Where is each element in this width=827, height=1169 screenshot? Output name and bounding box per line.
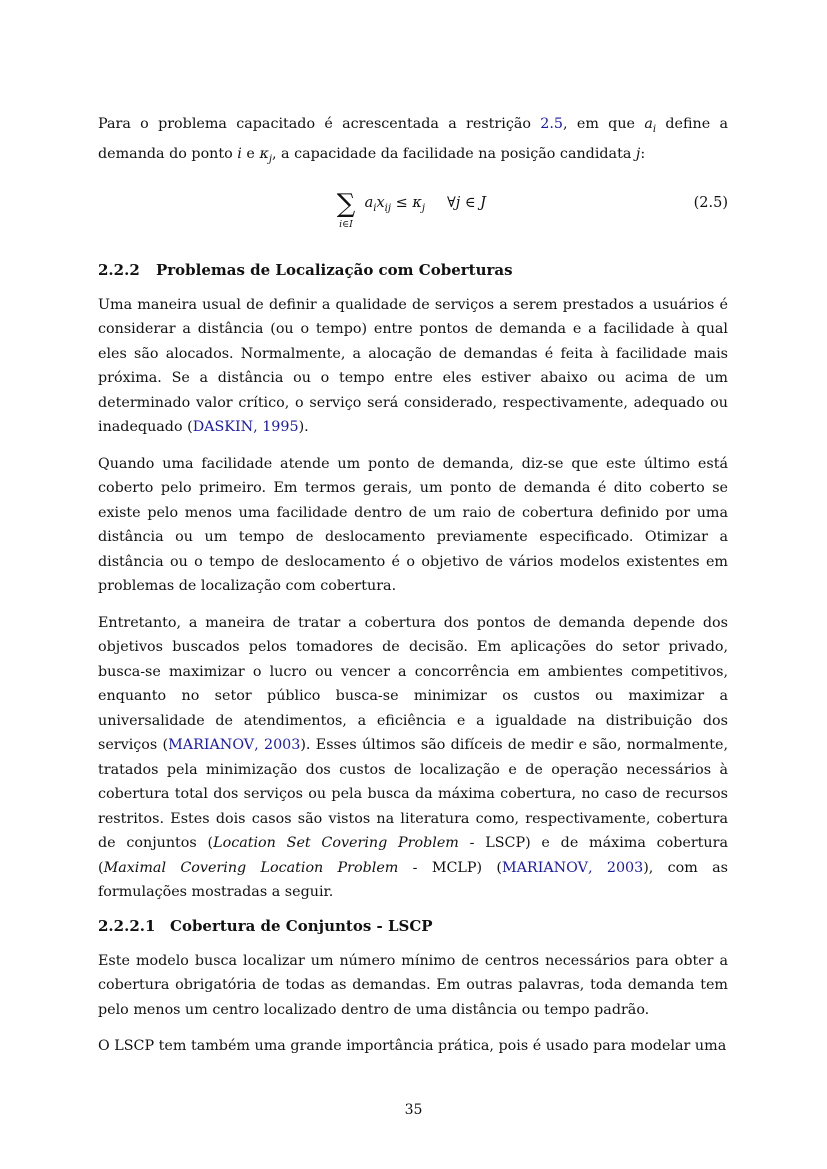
section-number: 2.2.2 [98, 260, 140, 279]
citation-year[interactable]: 2003 [606, 859, 644, 876]
intro-text: e [241, 146, 260, 163]
subsection-number: 2.2.2.1 [98, 916, 156, 935]
equation-number: (2.5) [693, 194, 728, 211]
sum-symbol: ∑ [336, 188, 356, 219]
intro-text: , em que [563, 116, 645, 132]
paragraph-text: ). [298, 419, 309, 436]
paragraph-3: Entretanto, a maneira de tratar a cobertura dos pontos de demanda depende dos objetivos buscados pelos tomadores de decisão. Em aplicações do setor privado, busca-se maximizar o lucro ou vencer a concorrência em ambientes competitivos, enquanto no setor público busca-se minimizar os custos ou maximizar a universalidade de atendimentos, a eficiência e a igualdade na distribuição dos serviços (MARIANOV, 2003). Esses últimos são difíceis de medir e são, normalmente, tratados pela minimização dos custos de localização e de operação necessários à cobertura total dos serviços ou pela busca da máxima cobertura, no caso de recursos restritos. Estes dois casos são vistos na literatura como, respectivamente, cobertura de conjuntos (Location Set Covering Problem - LSCP) e de máxima cobertura (Maximal Covering Location Problem - MCLP) (MARIANOV, 2003), com as formulações mostradas a seguir. [98, 614, 728, 901]
citation-year[interactable]: 1995 [262, 419, 299, 436]
intro-text: , a capacidade da facilidade na posição candidata [271, 146, 636, 163]
eq-kappa-sub: j [421, 202, 425, 214]
equation-body [332, 189, 486, 230]
eq-leq: ≤ [390, 194, 413, 211]
eq-a-sub: i [373, 202, 377, 214]
paragraph-text: - MCLP) ( [398, 859, 502, 876]
paragraph-5: O LSCP tem também uma grande importância prática, pois é usado para modelar uma [98, 1038, 727, 1055]
paragraph-text: Uma maneira usual de definir a qualidade de serviços a serem prestados a usuários é considerar a distância (ou o tempo) entre pontos de demanda e a facilidade à qual eles são alocados. Normalmente, a alocação de demandas é feita à facilidade mais próxima. Se a distância ou o tempo entre eles estiver abaixo ou acima de um determinado valor crítico, o serviço será considerado, respectivamente, adequado ou inadequado ( [98, 296, 728, 436]
paragraph-text: - LSCP) e de máxima cobertura ( [98, 835, 728, 876]
equation-expression [365, 195, 486, 214]
var-i: i [237, 146, 242, 163]
subsection-heading [98, 917, 728, 935]
equation-2-5 [98, 189, 728, 249]
intro-text: Para o problema capacitado é acrescentada a restrição [98, 116, 541, 132]
intro-text: define a demanda do ponto [98, 116, 728, 163]
sum-subscript: i∈I [339, 218, 353, 230]
equation-ref-link[interactable]: 2.5 [540, 116, 564, 132]
var-j: j [635, 146, 641, 163]
eq-kappa: κ [412, 194, 422, 211]
paragraph-2: Quando uma facilidade atende um ponto de demanda, diz-se que este último está coberto pelo primeiro. Em termos gerais, um ponto de demanda é dito coberto se existe pelo menos uma facilidade dentro de um raio de cobertura definido por uma distância ou um tempo de deslocamento previamente especificado. Otimizar a distância ou o tempo de deslocamento é o objetivo de vários modelos existentes em problemas de localização com cobertura. [98, 455, 728, 595]
intro-paragraph [98, 112, 728, 173]
term-lscp: Location Set Covering Problem [213, 835, 459, 852]
paragraph-4: Este modelo busca localizar um número mínimo de centros necessários para obter a cobertura obrigatória de todas as demandas. Em outras palavras, toda demanda tem pelo menos um centro localizado dentro de uma distância ou tempo padrão. [98, 952, 728, 1018]
var-kappa: κ [259, 146, 269, 163]
term-mclp: Maximal Covering Location Problem [103, 859, 399, 876]
intro-text: : [640, 146, 646, 163]
page-number: 35 [404, 1102, 423, 1118]
eq-x: x [376, 194, 385, 211]
eq-condition: j ∈ J [455, 194, 486, 211]
paragraph-1: Uma maneira usual de definir a qualidade de serviços a serem prestados a usuários é considerar a distância (ou o tempo) entre pontos de demanda e a facilidade à qual eles são alocados. Normalmente, a alocação de demandas é feita à facilidade mais próxima. Se a distância ou o tempo entre eles estiver abaixo ou acima de um determinado valor crítico, o serviço será considerado, respectivamente, adequado ou inadequado (DASKIN, 1995). [98, 296, 728, 436]
paragraph-text: ). Esses últimos são difíceis de medir e são, normalmente, tratados pela minimização dos custos de localização e de operação necessários à cobertura total dos serviços ou pela busca da máxima cobertura, no caso de recursos restritos. Estes dois casos são vistos na literatura como, respectivamente, cobertura de conjuntos ( [98, 737, 728, 852]
section-heading [98, 261, 728, 279]
var-a-sub: i [652, 123, 657, 135]
eq-forall: ∀ [446, 194, 456, 211]
page-content [98, 112, 728, 1059]
subsection-title: Cobertura de Conjuntos - LSCP [170, 916, 433, 935]
paragraph-text: ), com as formulações mostradas a seguir. [98, 859, 728, 901]
eq-x-sub: ij [384, 202, 391, 214]
citation-daskin[interactable]: DASKIN [192, 419, 254, 436]
citation-marianov[interactable]: MARIANOV [168, 737, 255, 754]
eq-a: a [364, 194, 374, 211]
citation-marianov[interactable]: MARIANOV [501, 859, 588, 876]
var-kappa-sub: j [268, 154, 272, 166]
section-title: Problemas de Localização com Coberturas [156, 260, 513, 279]
summation [332, 189, 360, 230]
citation-year[interactable]: 2003 [263, 737, 301, 754]
paragraph-text: Entretanto, a maneira de tratar a cobertura dos pontos de demanda depende dos objetivos buscados pelos tomadores de decisão. Em aplicações do setor privado, busca-se maximizar o lucro ou vencer a concorrência em ambientes competitivos, enquanto no setor público busca-se minimizar os custos ou maximizar a universalidade de atendimentos, a eficiência e a igualdade na distribuição dos serviços ( [98, 614, 728, 754]
var-a: a [644, 116, 653, 132]
